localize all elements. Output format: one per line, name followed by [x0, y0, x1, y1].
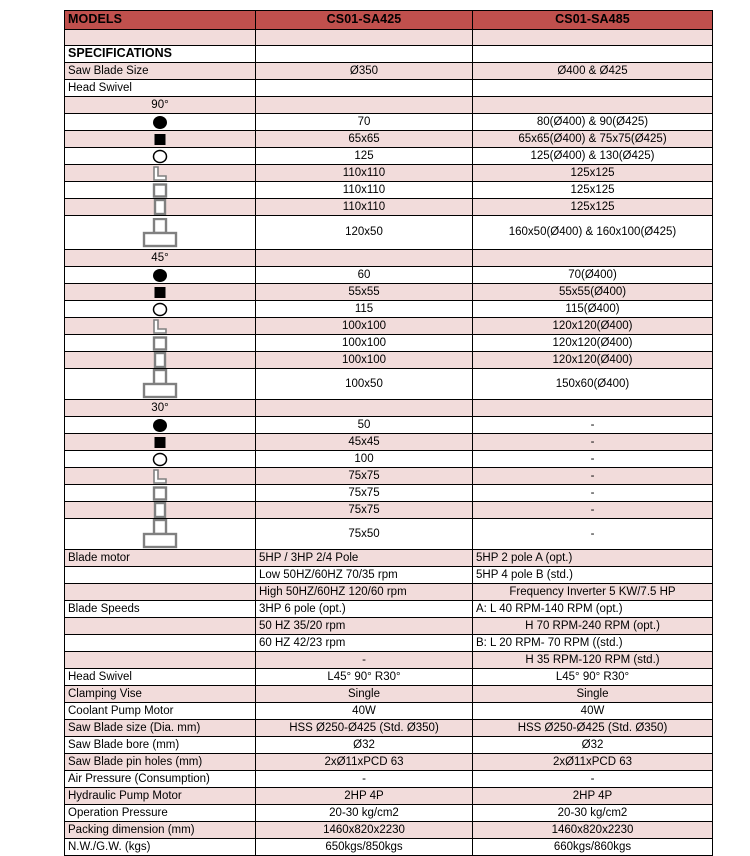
profile-row	[65, 284, 713, 301]
rect-tube-vertical-icon	[150, 352, 170, 368]
profile-row	[65, 352, 713, 369]
empty-cell	[256, 250, 473, 267]
row-value-model-2: 120x120(Ø400)	[473, 352, 713, 369]
table-row	[65, 788, 713, 805]
row-value-model-1: 2HP 4P	[256, 788, 473, 805]
row-value-model-2: 2xØ11xPCD 63	[473, 754, 713, 771]
row-value-model-1: 110x110	[256, 182, 473, 199]
row-label	[65, 652, 256, 669]
row-value-model-1: 2xØ11xPCD 63	[256, 754, 473, 771]
profile-icon-cell	[65, 182, 256, 199]
square-tube-icon	[150, 486, 170, 501]
row-value-model-1: 50	[256, 417, 473, 434]
table-header-row	[65, 11, 713, 30]
row-value-model-2: -	[473, 485, 713, 502]
table-row	[65, 839, 713, 856]
header-model-1: CS01-SA425	[256, 11, 473, 30]
empty-cell	[256, 97, 473, 114]
row-value-model-2: -	[473, 771, 713, 788]
row-label: Head Swivel	[65, 80, 256, 97]
profile-row	[65, 131, 713, 148]
row-value-model-1: High 50HZ/60HZ 120/60 rpm	[256, 584, 473, 601]
flat-bar-icon	[142, 369, 178, 399]
profile-row	[65, 267, 713, 284]
flat-bar-icon	[142, 519, 178, 549]
profile-row	[65, 434, 713, 451]
profile-icon-cell	[65, 434, 256, 451]
profile-icon-cell	[65, 451, 256, 468]
row-value-model-2: 125x125	[473, 182, 713, 199]
profile-row	[65, 451, 713, 468]
row-label: Blade Speeds	[65, 601, 256, 618]
round-tube-icon	[150, 452, 170, 467]
row-label: Operation Pressure	[65, 805, 256, 822]
angle-label: 45°	[65, 250, 256, 267]
row-value-model-2: 120x120(Ø400)	[473, 335, 713, 352]
row-value-model-2: L45° 90° R30°	[473, 669, 713, 686]
angle-profile-icon	[149, 166, 171, 181]
rect-tube-vertical-icon	[150, 199, 170, 215]
spacer-cell	[256, 30, 473, 46]
profile-row	[65, 318, 713, 335]
row-value-model-2: 2HP 4P	[473, 788, 713, 805]
row-value-model-2: 5HP 4 pole B (std.)	[473, 567, 713, 584]
row-value-model-1: 5HP / 3HP 2/4 Pole	[256, 550, 473, 567]
profile-icon-cell	[65, 468, 256, 485]
table-row	[65, 550, 713, 567]
row-value-model-2: 150x60(Ø400)	[473, 369, 713, 400]
row-value-model-1: 100x100	[256, 352, 473, 369]
round-tube-icon	[150, 302, 170, 317]
table-row	[65, 80, 713, 97]
profile-icon-cell	[65, 165, 256, 182]
table-row	[65, 63, 713, 80]
row-value-model-2: Frequency Inverter 5 KW/7.5 HP	[473, 584, 713, 601]
row-value-model-1	[256, 80, 473, 97]
profile-row	[65, 335, 713, 352]
square-tube-icon	[150, 336, 170, 351]
row-label: Saw Blade size (Dia. mm)	[65, 720, 256, 737]
row-value-model-2: -	[473, 519, 713, 550]
table-row	[65, 567, 713, 584]
row-value-model-1: 40W	[256, 703, 473, 720]
row-value-model-2: Ø400 & Ø425	[473, 63, 713, 80]
row-value-model-2: -	[473, 502, 713, 519]
angle-header-row	[65, 250, 713, 267]
row-value-model-2: 40W	[473, 703, 713, 720]
row-label	[65, 567, 256, 584]
table-row	[65, 618, 713, 635]
row-value-model-1: 3HP 6 pole (opt.)	[256, 601, 473, 618]
row-value-model-2: 125x125	[473, 199, 713, 216]
header-model-2: CS01-SA485	[473, 11, 713, 30]
header-models-label: MODELS	[65, 11, 256, 30]
row-value-model-2: 70(Ø400)	[473, 267, 713, 284]
row-value-model-1: 100x100	[256, 335, 473, 352]
angle-profile-icon	[149, 319, 171, 334]
row-value-model-1: 100	[256, 451, 473, 468]
angle-label: 90°	[65, 97, 256, 114]
section-title: SPECIFICATIONS	[65, 46, 256, 63]
row-value-model-1: 110x110	[256, 199, 473, 216]
row-value-model-1: HSS Ø250-Ø425 (Std. Ø350)	[256, 720, 473, 737]
row-label	[65, 635, 256, 652]
row-value-model-1: 115	[256, 301, 473, 318]
angle-header-row	[65, 400, 713, 417]
row-value-model-2: 1460x820x2230	[473, 822, 713, 839]
row-label	[65, 584, 256, 601]
profile-icon-cell	[65, 148, 256, 165]
empty-cell	[473, 250, 713, 267]
profile-icon-cell	[65, 417, 256, 434]
table-row	[65, 584, 713, 601]
profile-row	[65, 114, 713, 131]
profile-row	[65, 216, 713, 250]
profile-row	[65, 502, 713, 519]
empty-cell	[473, 46, 713, 63]
profile-icon-cell	[65, 216, 256, 250]
empty-cell	[256, 400, 473, 417]
row-value-model-1: 75x75	[256, 485, 473, 502]
specifications-sheet	[64, 10, 712, 856]
row-value-model-2: -	[473, 434, 713, 451]
row-value-model-1: L45° 90° R30°	[256, 669, 473, 686]
row-value-model-2: A: L 40 RPM-140 RPM (opt.)	[473, 601, 713, 618]
row-label: Air Pressure (Consumption)	[65, 771, 256, 788]
row-value-model-2: -	[473, 468, 713, 485]
table-row	[65, 635, 713, 652]
solid-round-bar-icon	[150, 115, 170, 130]
angle-profile-icon	[149, 469, 171, 484]
row-label: Saw Blade bore (mm)	[65, 737, 256, 754]
angle-label: 30°	[65, 400, 256, 417]
flat-bar-icon	[142, 218, 178, 248]
round-tube-icon	[150, 149, 170, 164]
row-value-model-1: Low 50HZ/60HZ 70/35 rpm	[256, 567, 473, 584]
profile-row	[65, 485, 713, 502]
table-row	[65, 686, 713, 703]
row-value-model-2: B: L 20 RPM- 70 RPM ((std.)	[473, 635, 713, 652]
row-value-model-1: 55x55	[256, 284, 473, 301]
row-value-model-2	[473, 80, 713, 97]
profile-icon-cell	[65, 318, 256, 335]
solid-square-bar-icon	[150, 285, 170, 300]
row-value-model-1: 45x45	[256, 434, 473, 451]
row-label: N.W./G.W. (kgs)	[65, 839, 256, 856]
row-label: Clamping Vise	[65, 686, 256, 703]
rect-tube-vertical-icon	[150, 502, 170, 518]
profile-row	[65, 148, 713, 165]
table-row	[65, 720, 713, 737]
profile-icon-cell	[65, 284, 256, 301]
table-row	[65, 652, 713, 669]
row-value-model-1: -	[256, 771, 473, 788]
row-value-model-1: 120x50	[256, 216, 473, 250]
profile-icon-cell	[65, 352, 256, 369]
profile-row	[65, 369, 713, 400]
profile-icon-cell	[65, 199, 256, 216]
square-tube-icon	[150, 183, 170, 198]
row-value-model-2: 660kgs/860kgs	[473, 839, 713, 856]
row-value-model-2: -	[473, 417, 713, 434]
row-value-model-2: 55x55(Ø400)	[473, 284, 713, 301]
spacer-row	[65, 30, 713, 46]
row-value-model-2: 80(Ø400) & 90(Ø425)	[473, 114, 713, 131]
profile-icon-cell	[65, 502, 256, 519]
profile-row	[65, 519, 713, 550]
table-body	[65, 11, 713, 856]
row-value-model-1: 60	[256, 267, 473, 284]
solid-square-bar-icon	[150, 435, 170, 450]
row-value-model-1: Ø350	[256, 63, 473, 80]
row-value-model-1: 65x65	[256, 131, 473, 148]
row-value-model-1: 110x110	[256, 165, 473, 182]
row-value-model-1: 100x100	[256, 318, 473, 335]
row-label: Saw Blade Size	[65, 63, 256, 80]
row-label: Coolant Pump Motor	[65, 703, 256, 720]
row-value-model-1: 1460x820x2230	[256, 822, 473, 839]
profile-row	[65, 182, 713, 199]
profile-row	[65, 301, 713, 318]
table-row	[65, 703, 713, 720]
profile-row	[65, 199, 713, 216]
spacer-cell	[473, 30, 713, 46]
row-value-model-2: H 70 RPM-240 RPM (opt.)	[473, 618, 713, 635]
specifications-table	[64, 10, 713, 856]
row-value-model-1: Ø32	[256, 737, 473, 754]
table-row	[65, 822, 713, 839]
row-value-model-2: 65x65(Ø400) & 75x75(Ø425)	[473, 131, 713, 148]
row-value-model-1: 75x50	[256, 519, 473, 550]
solid-square-bar-icon	[150, 132, 170, 147]
row-value-model-2: Single	[473, 686, 713, 703]
row-value-model-1: 650kgs/850kgs	[256, 839, 473, 856]
profile-icon-cell	[65, 131, 256, 148]
profile-icon-cell	[65, 267, 256, 284]
row-value-model-1: 50 HZ 35/20 rpm	[256, 618, 473, 635]
row-value-model-2: Ø32	[473, 737, 713, 754]
row-value-model-2: HSS Ø250-Ø425 (Std. Ø350)	[473, 720, 713, 737]
row-value-model-1: Single	[256, 686, 473, 703]
table-row	[65, 737, 713, 754]
table-row	[65, 805, 713, 822]
row-value-model-2: 125(Ø400) & 130(Ø425)	[473, 148, 713, 165]
row-label: Blade motor	[65, 550, 256, 567]
row-value-model-1: 20-30 kg/cm2	[256, 805, 473, 822]
row-value-model-2: 160x50(Ø400) & 160x100(Ø425)	[473, 216, 713, 250]
section-title-row	[65, 46, 713, 63]
row-value-model-1: 100x50	[256, 369, 473, 400]
profile-icon-cell	[65, 114, 256, 131]
table-row	[65, 669, 713, 686]
profile-icon-cell	[65, 485, 256, 502]
row-value-model-1: 75x75	[256, 502, 473, 519]
profile-icon-cell	[65, 301, 256, 318]
spacer-cell	[65, 30, 256, 46]
row-value-model-2: 120x120(Ø400)	[473, 318, 713, 335]
row-label: Hydraulic Pump Motor	[65, 788, 256, 805]
empty-cell	[473, 400, 713, 417]
profile-icon-cell	[65, 519, 256, 550]
row-label	[65, 618, 256, 635]
row-label: Packing dimension (mm)	[65, 822, 256, 839]
profile-icon-cell	[65, 369, 256, 400]
table-row	[65, 771, 713, 788]
table-row	[65, 754, 713, 771]
table-row	[65, 601, 713, 618]
profile-row	[65, 417, 713, 434]
row-value-model-2: 125x125	[473, 165, 713, 182]
row-value-model-2: 20-30 kg/cm2	[473, 805, 713, 822]
row-value-model-1: -	[256, 652, 473, 669]
row-value-model-1: 75x75	[256, 468, 473, 485]
solid-round-bar-icon	[150, 268, 170, 283]
row-value-model-2: 115(Ø400)	[473, 301, 713, 318]
profile-row	[65, 468, 713, 485]
row-label: Saw Blade pin holes (mm)	[65, 754, 256, 771]
row-value-model-2: H 35 RPM-120 RPM (std.)	[473, 652, 713, 669]
profile-icon-cell	[65, 335, 256, 352]
angle-header-row	[65, 97, 713, 114]
row-label: Head Swivel	[65, 669, 256, 686]
row-value-model-1: 60 HZ 42/23 rpm	[256, 635, 473, 652]
row-value-model-2: -	[473, 451, 713, 468]
empty-cell	[256, 46, 473, 63]
row-value-model-1: 125	[256, 148, 473, 165]
row-value-model-1: 70	[256, 114, 473, 131]
solid-round-bar-icon	[150, 418, 170, 433]
profile-row	[65, 165, 713, 182]
empty-cell	[473, 97, 713, 114]
row-value-model-2: 5HP 2 pole A (opt.)	[473, 550, 713, 567]
